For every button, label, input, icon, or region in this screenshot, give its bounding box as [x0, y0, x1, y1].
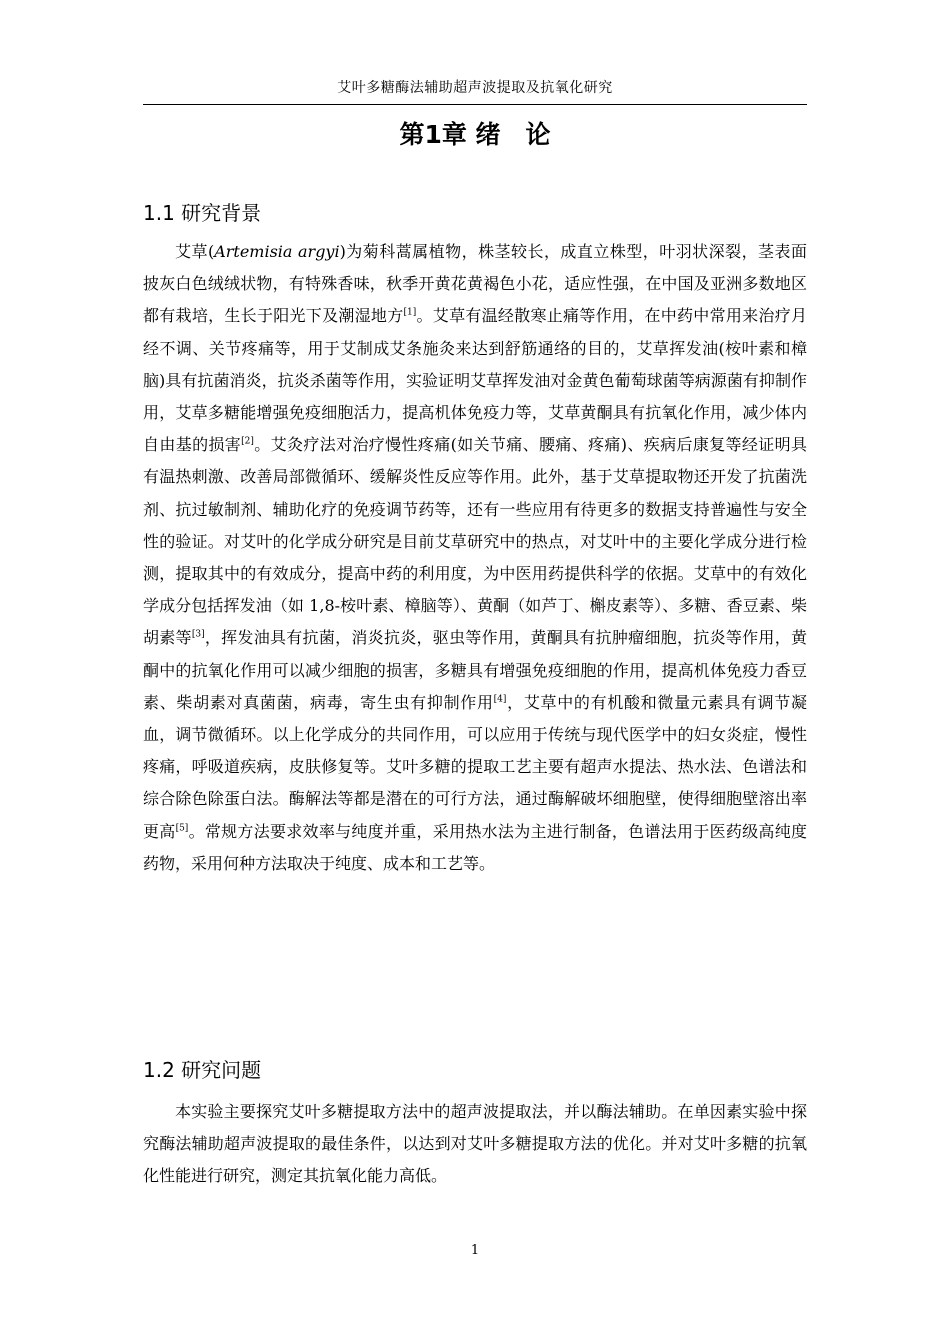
section-heading-background: 1.1 研究背景 [143, 201, 262, 225]
text-segment: 。艾草有温经散寒止痛等作用，在中药中常用来治疗月经不调、关节疼痛等，用于艾制成艾条施灸来达到舒筋通络的目的，艾草挥发油(桉叶素和樟脑)具有抗菌消炎，抗炎杀菌等作用，实验证明艾草挥发油对金黄色葡萄球菌等病源菌有抑制作用，艾草多糖能增强免疫细胞活力，提高机体免疫力等，艾草黄酮具有抗氧化作用，减少体内自由基的损害 [143, 306, 807, 455]
chapter-title: 第1章 绪 论 [399, 120, 551, 149]
text-segment: ，挥发油具有抗菌，消炎抗炎，驱虫等作用，黄酮具有抗肿瘤细胞，抗炎等作用，黄酮中的抗氧化作用可以减少细胞的损害，多糖具有增强免疫细胞的作用，提高机体免疫力香豆素、柴胡素对真菌菌，病毒，寄生虫有抑制作用 [143, 628, 807, 712]
latin-species-name: Artemisia argyi [214, 242, 340, 261]
citation-ref-3: [3] [191, 630, 205, 641]
citation-ref-2: [2] [241, 436, 254, 447]
text-segment: 。常规方法要求效率与纯度并重，采用热水法为主进行制备，色谱法用于医药级高纯度药物，采用何种方法取决于纯度、成本和工艺等。 [143, 821, 807, 873]
section-heading-research-question: 1.2 研究问题 [143, 1058, 262, 1082]
text-segment: 艾草( [175, 242, 215, 261]
citation-ref-1: [1] [403, 308, 417, 319]
header-divider [143, 104, 807, 105]
text-segment: ，艾草中的有机酸和微量元素具有调节凝血，调节微循环。以上化学成分的共同作用，可以应用于传统与现代医学中的妇女炎症，慢性疼痛，呼吸道疾病，皮肤修复等。艾叶多糖的提取工艺主要有超声水提法、热水法、色谱法和综合除色除蛋白法。酶解法等都是潜在的可行方法，通过酶解破坏细胞壁，使得细胞壁溶出率更高 [143, 692, 807, 841]
text-segment: 。艾灸疗法对治疗慢性疼痛(如关节痛、腰痛、疼痛)、疾病后康复等经证明具有温热刺激、改善局部微循环、缓解炎性反应等作用。此外，基于艾草提取物还开发了抗菌洗剂、抗过敏制剂、辅助化疗的免疫调节药等，还有一些应用有待更多的数据支持普遍性与安全性的验证。对艾叶的化学成分研究是目前艾草研究中的热点，对艾叶中的主要化学成分进行检测，提取其中的有效成分，提高中药的利用度，为中医用药提供科学的依据。艾草中的有效化学成分包括挥发油（如 1,8-桉叶素、樟脑等）、黄酮（如芦丁、槲皮素等）、多糖、香豆素、柴胡素等 [143, 435, 807, 648]
citation-ref-5: [5] [175, 823, 189, 834]
citation-ref-4: [4] [493, 694, 507, 705]
page-number: 1 [470, 1243, 480, 1258]
text-segment: )为菊科蒿属植物，株茎较长，成直立株型，叶羽状深裂，茎表面披灰白色绒绒状物，有特殊香味，秋季开黄花黄褐色小花，适应性强，在中国及亚洲多数地区都有栽培，生长于阳光下及潮湿地方 [143, 242, 807, 326]
research-question-paragraph: 本实验主要探究艾叶多糖提取方法中的超声波提取法，并以酶法辅助。在单因素实验中探究酶法辅助超声波提取的最佳条件，以达到对艾叶多糖提取方法的优化。并对艾叶多糖的抗氧化性能进行研究，测定其抗氧化能力高低。 [143, 1102, 807, 1186]
background-paragraph [143, 236, 807, 880]
running-header: 艾叶多糖酶法辅助超声波提取及抗氧化研究 [337, 80, 613, 96]
